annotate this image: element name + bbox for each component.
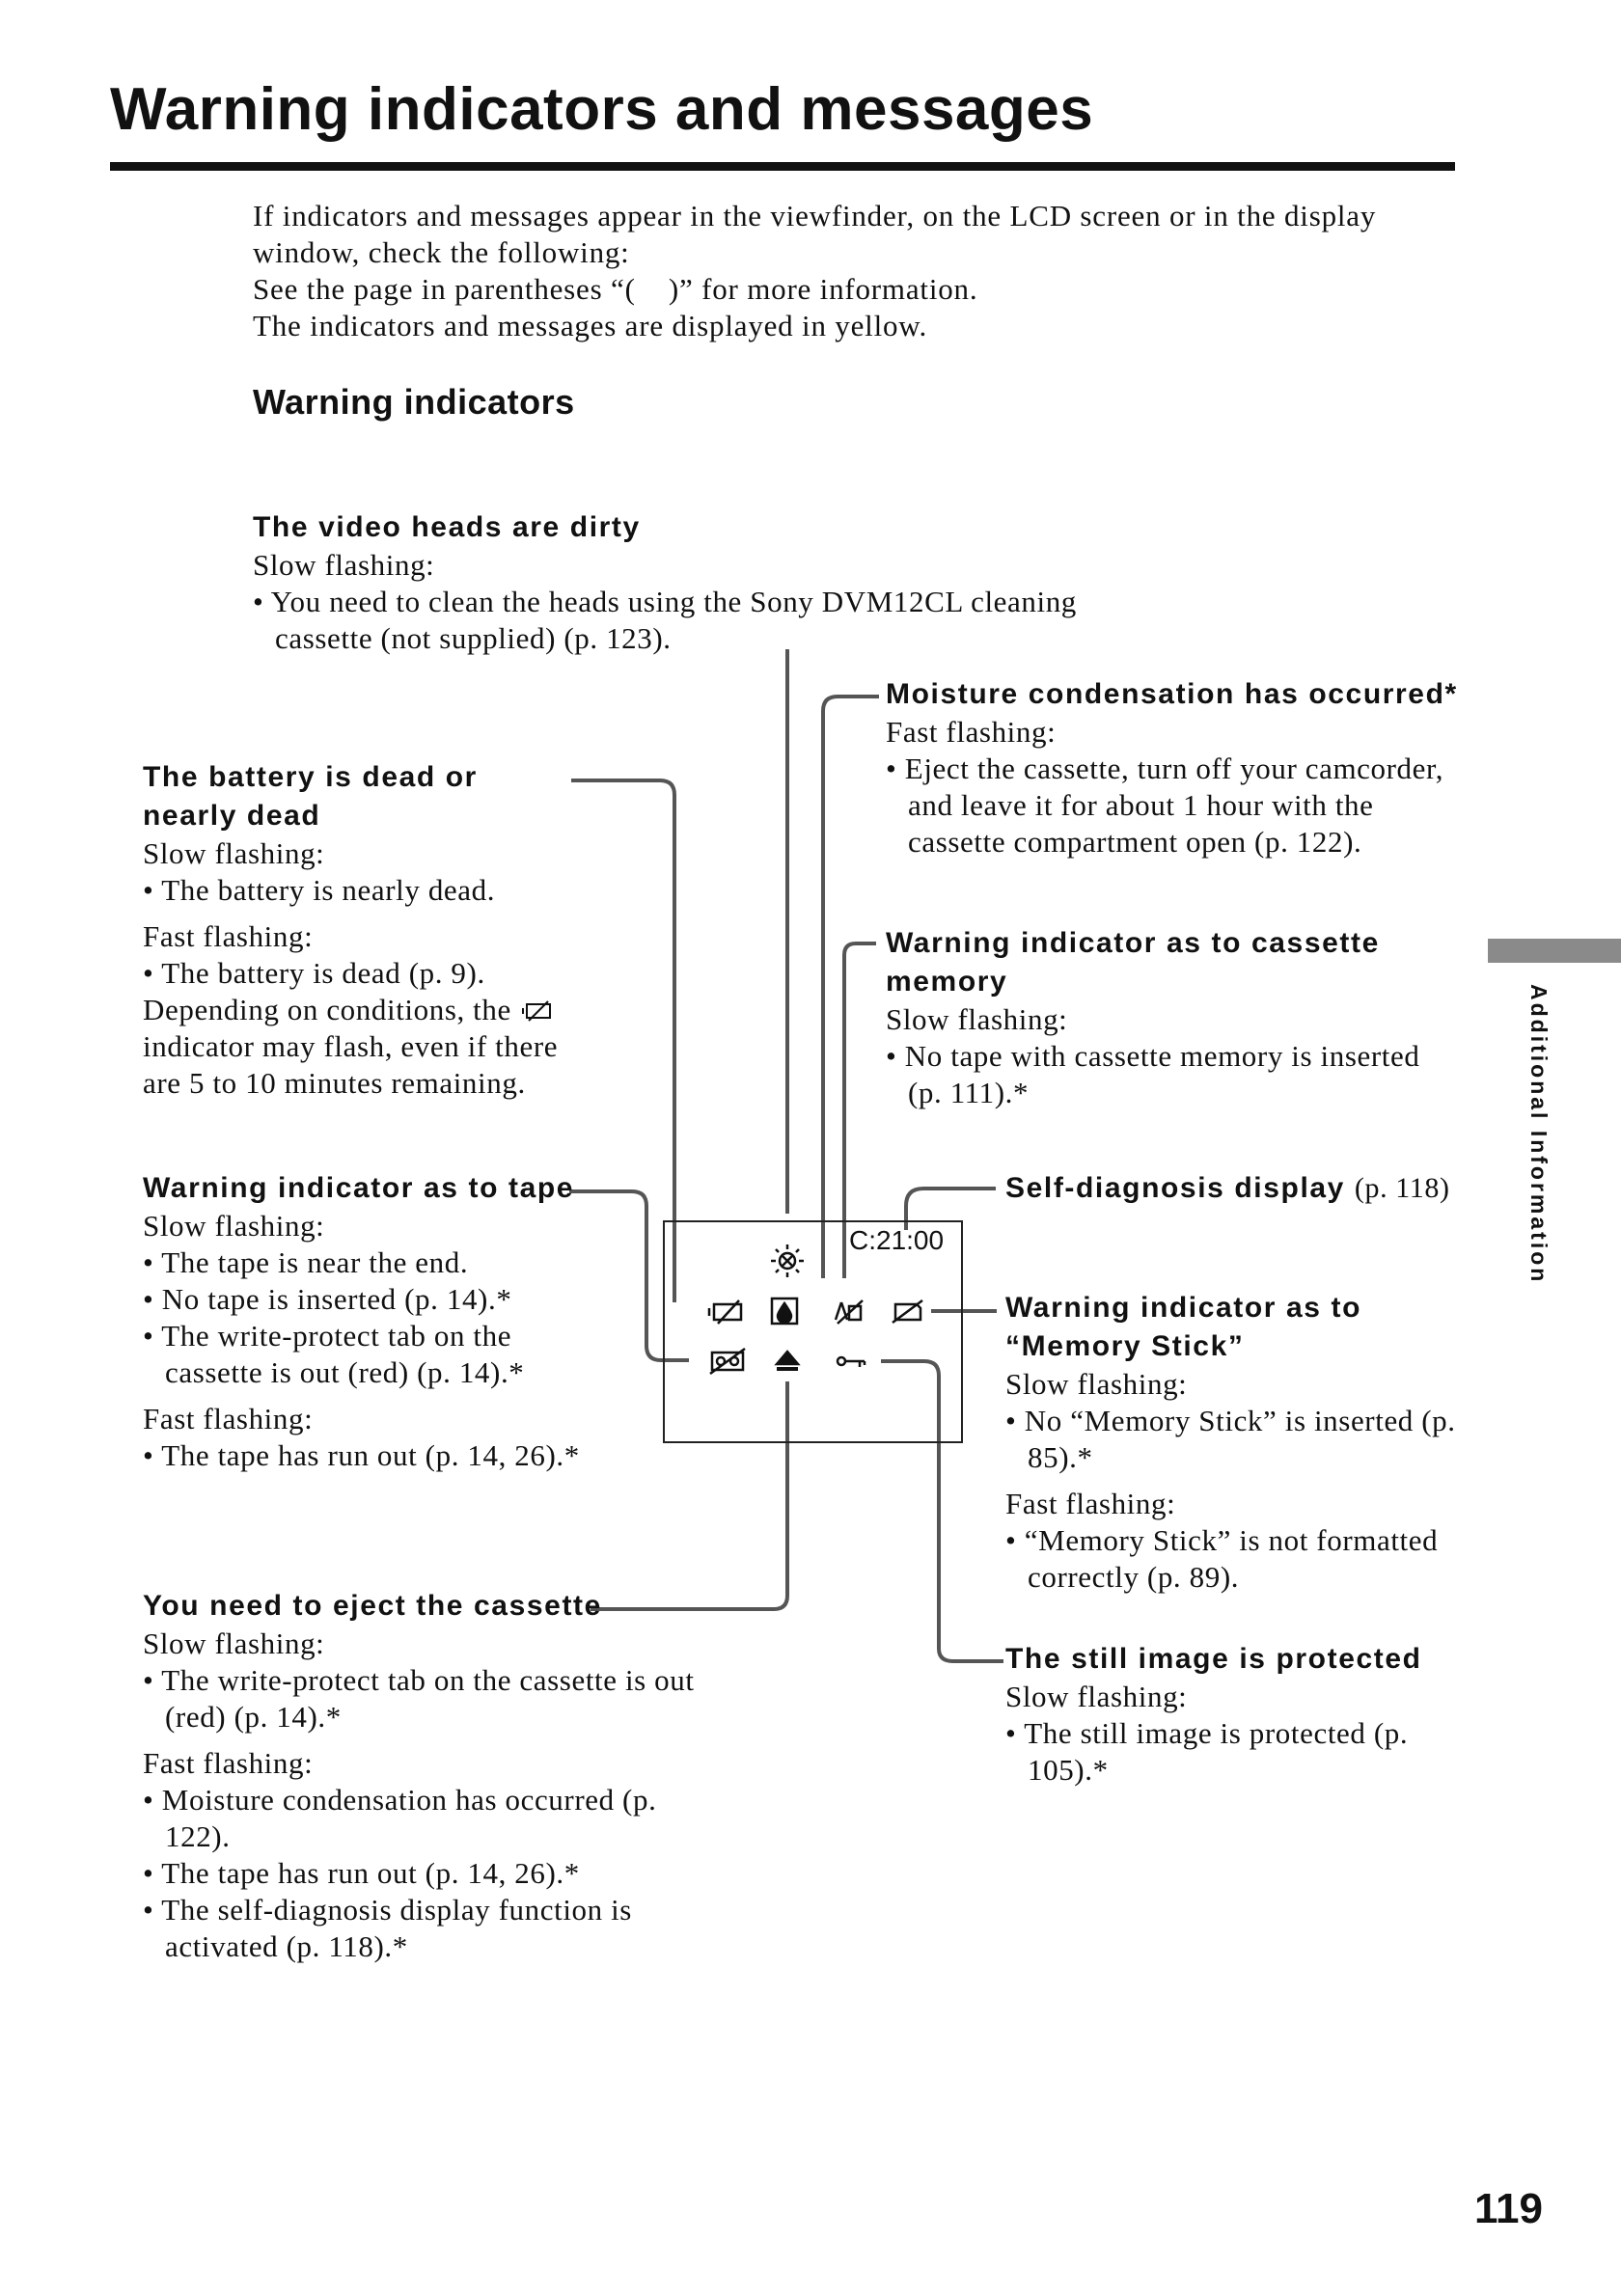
tape-icon: [710, 1349, 745, 1374]
bullet-item: • The self-diagnosis display function is activated (p. 118).*: [143, 1893, 632, 1963]
video-heads-heading: The video heads are dirty: [253, 511, 641, 543]
memory-stick-block: [1005, 1289, 1459, 1596]
memory-stick-heading-2: “Memory Stick”: [1005, 1330, 1245, 1362]
battery-icon: [709, 1300, 741, 1324]
battery-heading: The battery is dead or nearly dead: [143, 761, 478, 832]
flash-label: Fast flashing:: [1005, 1487, 1176, 1520]
bullet-item: • Eject the cassette, turn off your camcorder, and leave it for about 1 hour with the cassette compartment open (p. 122).: [886, 752, 1444, 859]
bullet-item: • The tape has run out (p. 14, 26).*: [143, 1856, 580, 1890]
note-text: Depending on conditions, the: [143, 993, 511, 1026]
time-counter: C:21:00: [849, 1225, 945, 1255]
bullet-item: • No tape with cassette memory is inserted (p. 111).*: [886, 1039, 1420, 1109]
memory-stick-heading: Warning indicator as to: [1005, 1292, 1362, 1324]
video-heads-block: [253, 508, 1218, 657]
cassette-memory-icon: [836, 1300, 863, 1324]
bullet-item: • The write-protect tab on the cassette is out (red) (p. 14).*: [143, 1319, 525, 1389]
head-cleaning-icon: [771, 1244, 804, 1277]
protect-key-icon: [838, 1357, 865, 1367]
flash-label: Fast flashing:: [143, 1746, 314, 1780]
flash-label: Slow flashing:: [143, 1209, 325, 1243]
bullet-item: • The still image is protected (p. 105).*: [1005, 1716, 1409, 1787]
moisture-block: [886, 675, 1465, 861]
bullet-item: • You need to clean the heads using the Sony DVM12CL cleaning cassette (not supplied) (p. 123).: [253, 585, 1077, 655]
battery-block: [143, 758, 601, 1102]
bullet-item: • The battery is nearly dead.: [143, 873, 496, 907]
bullet-item: • The tape has run out (p. 14, 26).*: [143, 1438, 580, 1472]
bullet-item: • The write-protect tab on the cassette is out (red) (p. 14).*: [143, 1663, 695, 1734]
section-heading: Warning indicators: [253, 382, 575, 422]
eject-icon: [777, 1352, 798, 1369]
tape-heading: Warning indicator as to tape: [143, 1172, 575, 1204]
bullet-item: • No “Memory Stick” is inserted (p. 85).*: [1005, 1404, 1456, 1474]
intro-line: The indicators and messages are displayed in yellow.: [253, 309, 928, 342]
note-line: indicator may flash, even if there are 5 to 10 minutes remaining.: [143, 1029, 559, 1100]
flash-label: Slow flashing:: [143, 1626, 325, 1660]
self-diagnosis-ref: (p. 118): [1354, 1172, 1450, 1204]
self-diagnosis-line: [1005, 1169, 1469, 1208]
battery-warning-icon: [519, 998, 552, 1024]
section-tab-marker: [1488, 939, 1621, 963]
self-diagnosis-block: [1005, 1169, 1469, 1208]
flash-label: Slow flashing:: [1005, 1367, 1188, 1401]
bullet-item: • The tape is near the end.: [143, 1245, 469, 1279]
eject-block: [143, 1587, 760, 1965]
flash-label: Fast flashing:: [143, 1402, 314, 1435]
flash-label: Slow flashing:: [143, 836, 325, 870]
section-side-label: Additional Information: [1526, 984, 1552, 1285]
cassette-memory-heading: Warning indicator as to cassette memory: [886, 927, 1380, 998]
flash-label: Slow flashing:: [1005, 1680, 1188, 1713]
flash-label: Fast flashing:: [143, 919, 314, 953]
note-line: [143, 992, 601, 1028]
memory-stick-icon: [893, 1300, 922, 1323]
flash-label: Fast flashing:: [886, 715, 1057, 749]
eject-heading: You need to eject the cassette: [143, 1590, 602, 1622]
bullet-item: • The battery is dead (p. 9).: [143, 956, 485, 990]
intro-line: If indicators and messages appear in the viewfinder, on the LCD screen or in the display window, check the following:: [253, 199, 1377, 269]
still-image-block: [1005, 1640, 1459, 1789]
flash-label: Slow flashing:: [886, 1002, 1068, 1036]
bullet-item: • No tape is inserted (p. 14).*: [143, 1282, 512, 1316]
cassette-memory-block: [886, 924, 1426, 1111]
moisture-heading: Moisture condensation has occurred*: [886, 678, 1458, 710]
bullet-item: • “Memory Stick” is not formatted correctly (p. 89).: [1005, 1523, 1439, 1594]
still-image-heading: The still image is protected: [1005, 1643, 1422, 1675]
tape-block: [143, 1169, 596, 1474]
moisture-icon: [772, 1298, 797, 1324]
bullet-item: • Moisture condensation has occurred (p. 122).: [143, 1783, 657, 1853]
page-number: 119: [1474, 2185, 1543, 2232]
intro-line: See the page in parentheses “( )” for more information.: [253, 272, 978, 306]
self-diagnosis-heading: Self-diagnosis display: [1005, 1172, 1345, 1204]
page-title: Warning indicators and messages: [110, 76, 1094, 143]
flash-label: Slow flashing:: [253, 548, 435, 582]
